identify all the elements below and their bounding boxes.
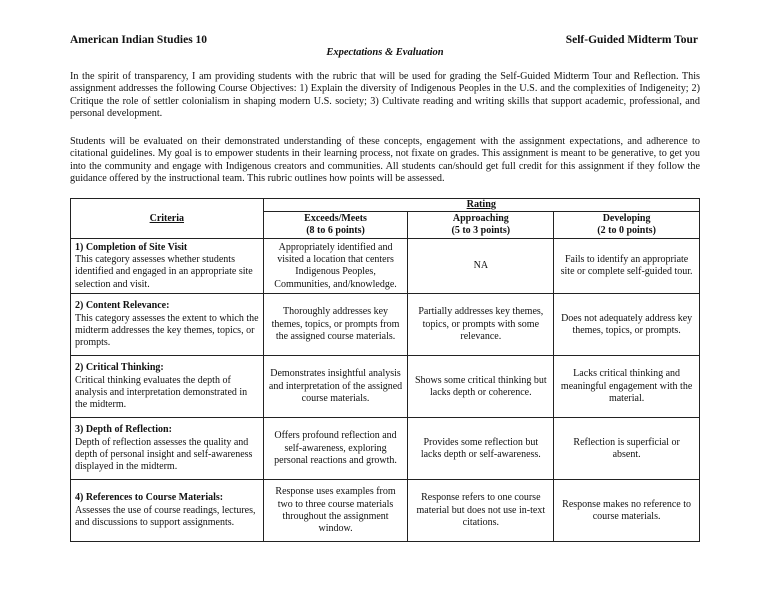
exceeds-cell: Appropriately identified and visited a location that centers Indigenous Peoples, Communities, and/knowledge. <box>263 239 408 294</box>
assignment-title: Self-Guided Midterm Tour <box>565 34 698 46</box>
document-subtitle: Expectations & Evaluation <box>326 47 444 58</box>
criteria-description: Critical thinking evaluates the depth of analysis and interpretation demonstrated in the midterm. <box>75 374 248 411</box>
criteria-title: 4) References to Course Materials: <box>75 492 224 504</box>
approaching-cell: Shows some critical thinking but lacks depth or coherence. <box>408 356 554 418</box>
developing-cell: Fails to identify an appropriate site or complete self-guided tour. <box>554 239 700 294</box>
criteria-description: Assesses the use of course readings, lectures, and discussions to support assignments. <box>75 504 256 529</box>
course-title: American Indian Studies 10 <box>70 34 208 46</box>
level-points: (8 to 6 points) <box>306 225 365 237</box>
table-row <box>71 418 700 480</box>
rubric-header-row <box>71 199 700 212</box>
table-row <box>71 480 700 542</box>
criteria-description: This category assesses whether students identified and engaged in an appropriate site selection and visit. <box>75 254 253 290</box>
criteria-cell <box>71 356 264 418</box>
level-name: Developing <box>602 213 651 224</box>
level-header-approaching <box>408 212 554 239</box>
rubric-table <box>70 198 700 542</box>
criteria-cell <box>71 294 264 356</box>
approaching-cell: Provides some reflection but lacks depth or self-awareness. <box>408 418 554 480</box>
criteria-title: 2) Content Relevance: <box>75 300 170 312</box>
criteria-description: Depth of reflection assesses the quality and depth of personal insight and self-awareness displayed in the midterm. <box>75 436 253 473</box>
exceeds-cell: Offers profound reflection and self-awareness, exploring personal reactions and growth. <box>263 418 408 480</box>
criteria-cell <box>71 418 264 480</box>
criteria-title: 1) Completion of Site Visit <box>75 241 188 253</box>
table-row <box>71 239 700 294</box>
table-row <box>71 356 700 418</box>
level-points: (2 to 0 points) <box>597 225 656 237</box>
intro-paragraph-1: In the spirit of transparency, I am providing students with the rubric that will be used for grading the Self-Guided Midterm Tour and Reflection. This assignment addresses the following Course Objectives: 1) Explain the diversity of Indigenous Peoples in the U.S. and the complexities of Indigeneity; 2) Critique the role of settler colonialism in shaping modern U.S. society; 3) Cultivate reading and writing skills that support academic, professional, and personal development. <box>70 71 700 120</box>
criteria-description: This category assesses the extent to which the midterm addresses the key themes, topics, or prompts. <box>75 312 259 349</box>
table-row <box>71 294 700 356</box>
level-points: (5 to 3 points) <box>451 225 511 237</box>
developing-cell: Response makes no reference to course materials. <box>554 480 700 542</box>
criteria-cell <box>71 480 264 542</box>
criteria-cell <box>71 239 264 294</box>
intro-paragraph-2: Students will be evaluated on their demonstrated understanding of these concepts, engagement with the assignment expectations, and adherence to citational guidelines. My goal is to empower students in their learning process, not fixate on grades. This assignment is meant to be generative, to get you into the community and engage with Indigenous creators and communities. All students can/should get full credit for this assignment if they follow the guidance offered by the instructional team. This rubric outlines how points will be assessed. <box>70 136 700 185</box>
criteria-title: 2) Critical Thinking: <box>75 362 164 374</box>
exceeds-cell: Response uses examples from two to three course materials throughout the assignment window. <box>263 480 408 542</box>
criteria-header: Criteria <box>71 199 264 239</box>
level-name: Exceeds/Meets <box>304 213 367 224</box>
level-header-developing <box>554 212 700 239</box>
exceeds-cell: Demonstrates insightful analysis and interpretation of the assigned course materials. <box>263 356 408 418</box>
approaching-cell: Response refers to one course material but does not use in-text citations. <box>408 480 554 542</box>
criteria-title: 3) Depth of Reflection: <box>75 424 172 436</box>
developing-cell: Reflection is superficial or absent. <box>554 418 700 480</box>
developing-cell: Does not adequately address key themes, topics, or prompts. <box>554 294 700 356</box>
exceeds-cell: Thoroughly addresses key themes, topics, or prompts from the assigned course materials. <box>263 294 408 356</box>
level-header-exceeds <box>263 212 408 239</box>
approaching-cell: Partially addresses key themes, topics, or prompts with some relevance. <box>408 294 554 356</box>
approaching-cell: NA <box>408 239 554 294</box>
rating-header: Rating <box>263 199 699 212</box>
developing-cell: Lacks critical thinking and meaningful engagement with the material. <box>554 356 700 418</box>
level-name: Approaching <box>452 213 509 224</box>
